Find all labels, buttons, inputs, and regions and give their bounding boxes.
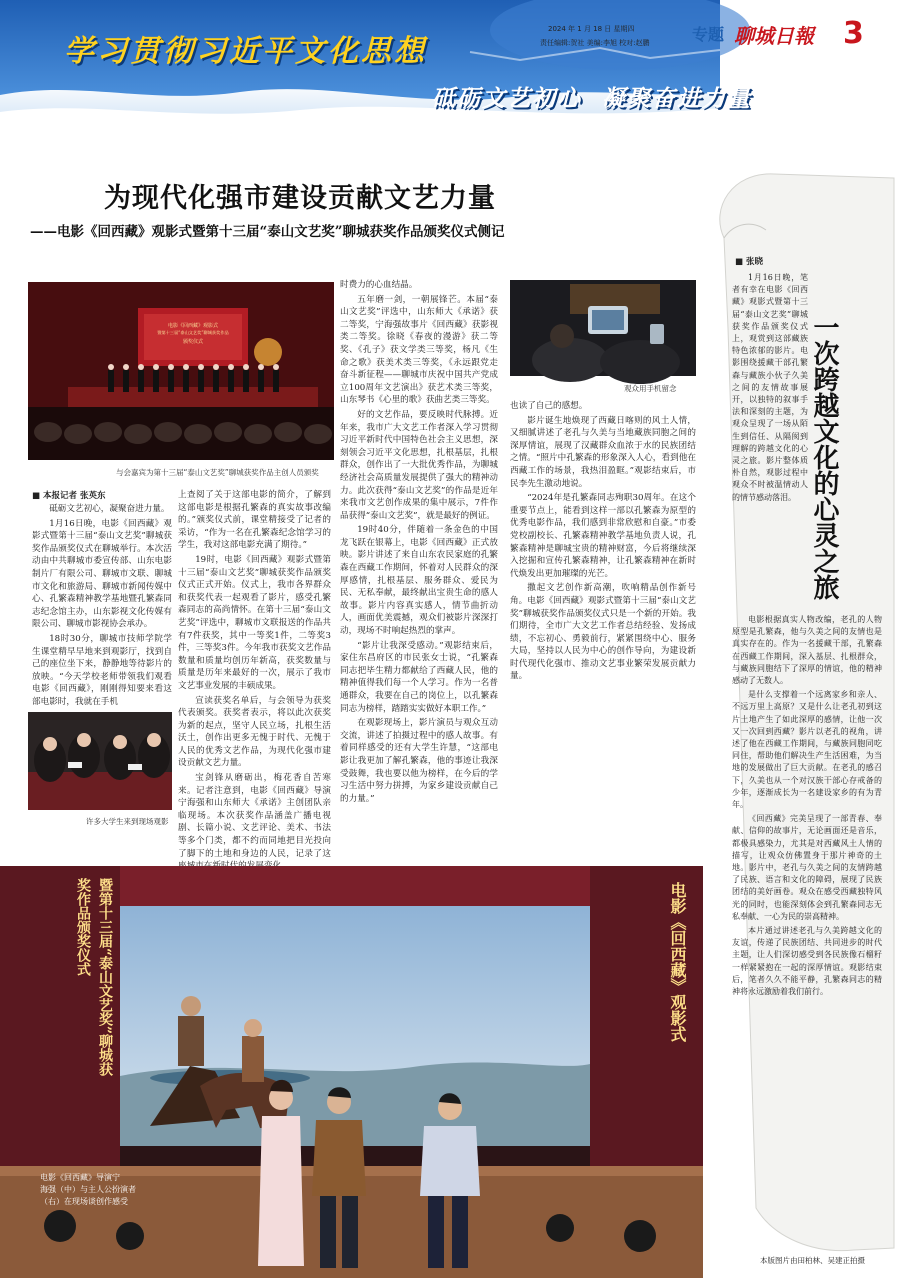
caption-line: （右）在现场谈创作感受 <box>40 1197 128 1206</box>
article-byline: ■ 本报记者 张英东 <box>32 491 106 501</box>
article-column-3 <box>340 279 498 851</box>
col4-paragraph: 影片诞生地焕现了西藏日喀则的风土人情，又细腻讲述了老孔与久美与当地藏族同胞之间的深厚情谊，展现了汉藏群众血浓于水的民族团结之情。“照片中孔繁森的形象深入人心，看到他在西藏工作的场景，我热泪盈眶。”观影结束后，市民李先生激动地说。 <box>510 415 696 489</box>
col2-paragraph: 宣读获奖名单后，与会领导为获奖代表颁奖。获奖者表示，将以此次获奖为新的起点，坚守人民立场，扎根生活沃土，创作出更多无愧于时代、无愧于人民的优秀文艺作品，为现代化强市建设贡献文艺力量。 <box>178 695 331 769</box>
essay-paragraph: 电影根据真实人物改编，老孔的人物原型是孔繁森，他与久美之间的友情也是真实存在的。作为一名援藏干部，孔繁森在西藏工作期间，深入基层、扎根群众，与藏族同胞结下了深厚的情谊，他的精神感动了无数人。 <box>732 615 882 686</box>
col3-paragraph: 好的文艺作品，要反映时代脉搏。近年来，我市广大文艺工作者深入学习贯彻习近平新时代中国特色社会主义思想，深刻领会习近平文化思想，扎根基层，扎根群众，创作出了一大批优秀作品，为聊城经济社会高质量发展提供了强大的精神动力。此次获得“泰山文艺奖”的作品是近年来我市文艺创作成果的集中展示，7件作品获得“泰山文艺奖”，就是最好的例证。 <box>340 409 498 521</box>
photo-award-ceremony <box>28 282 334 460</box>
col3-paragraph: 19时40分，伴随着一条金色的中国龙飞跃在银幕上，电影《回西藏》正式放映。影片讲述了来自山东农民家庭的孔繁森在西藏工作期间，怀着对人民群众的深厚感情，扎根基层、服务群众、爱民为民、无私奉献，最终献出宝贵生命的感人故事。影片内容真实感人，情节曲折动人，画面优美震撼，观众们被影片深深打动，现场不时响起热烈的掌声。 <box>340 525 498 637</box>
essay-paragraph: 是什么支撑着一个远离家乡和亲人、不远万里上高原？又是什么让老孔初到这片土地产生了如此深厚的感情，让他一次又一次回到西藏？影片以老孔的视角，讲述了他在西藏工作期间，与藏族同胞同吃同住，帮助他们解决生产生活困难，为当地的发展做出了巨大贡献。在老孔的感召下，久美也从一个对汉族干部心存戒备的少年，逐渐成长为一名建设家乡的有为青年。 <box>732 690 882 810</box>
screen-text-left: 暨第十三届“泰山文艺奖”聊城获奖作品颁奖仪式 <box>75 878 113 1077</box>
caption-students-watching: 许多大学生来到现场观影 <box>86 817 169 826</box>
photo-credit: 本版图片由田柏林、吴建正拍摄 <box>760 1256 865 1265</box>
col3-paragraph: 五年磨一剑，一朝展锋芒。本届“泰山文艺奖”评选中，山东师大《承诺》获二等奖，宁海强故事片《回西藏》获影视类二等奖。徐晓《春夜的漫游》获二等奖、《孔子》获文学类三等奖，杨凡《生命之歌》获美术类三等奖，《永远跟党走 奋斗新征程——聊城市庆祝中国共产党成立100周年文艺演出》获艺术类三等奖，山东琴书《心里的歌》获曲艺类三等奖。 <box>340 294 498 406</box>
banner-title: 学习贯彻习近平文化思想 <box>64 34 427 69</box>
essay-paragraph: 《回西藏》完美呈现了一部青春、奉献、信仰的故事片，无论画面还是音乐，都极具感染力，尤其是对西藏风土人情的描写，让观众仿佛置身于那片神奇的土地。影片中，老孔与久美之间的友情跨越了民族、语言和文化的障碍，展现了民族团结的美好画卷。观众在感受西藏独特风光的同时，也能深刻体会到孔繁森同志无私奉献、一心为民的崇高精神。 <box>732 814 882 921</box>
article-column-4 <box>510 400 696 851</box>
photo-director-talk <box>0 866 703 1278</box>
col1-paragraph: 1月16日晚，电影《回西藏》观影式暨第十三届“泰山文艺奖”聊城获奖作品颁奖仪式在聊城举行。本次活动由中共聊城市委宣传部、山东电影制片厂有限公司、聊城市文联、聊城市文化和旅游局、聊城市新闻传媒中心、孔繁森精神教学基地暨孔繁森同志纪念馆主办，山东影视文化传媒有限公司、聊城市影视协会承办。 <box>32 518 172 630</box>
stage-screen-line2: 暨第十三届“泰山文艺奖”聊城获奖作品 <box>157 330 229 335</box>
essay-intro <box>732 272 808 612</box>
paper-name: 聊城日報 <box>734 24 814 48</box>
section-label: 专题 <box>692 25 725 44</box>
col3-paragraph: “影片让我深受感动。”观影结束后，家住东昌府区的市民张女士说，“孔繁森同志把毕生精力都献给了西藏人民，他的精神值得我们每一个人学习。作为一名普通群众，我要在自己的岗位上，以孔繁森同志为榜样，踏踏实实做好本职工作。” <box>340 640 498 714</box>
editor-credits: 责任编辑:贺社 美编:李旭 校对:赵鹏 <box>540 39 650 47</box>
banner-subtitle: 砥砺文艺初心 凝聚奋进力量 <box>432 86 753 112</box>
col2-paragraph: 19时，电影《回西藏》观影式暨第十三届“泰山文艺奖”聊城获奖作品颁奖仪式正式开始。仪式上，我市各界群众和获奖代表一起观看了影片，感受孔繁森同志的高尚情怀。在第十三届“泰山文艺奖”评选中，聊城市文联报送的作品共有7件获奖，其中一等奖1件，二等奖3件，三等奖3件。今年我市获奖文艺作品数量和质量均创历年新高，获奖数量与质量是历年来最好的一次，展示了我市文艺事业发展的丰硕成果。 <box>178 554 331 691</box>
stage-screen-line3: 颁奖仪式 <box>182 339 203 345</box>
caption-line: 海强（中）与主人公扮演者 <box>40 1185 136 1194</box>
col2-paragraph: 上查阅了关于这部电影的简介，了解到这部电影是根据孔繁森的真实故事改编的。”颁奖仪式前，课堂精接受了记者的采访，“作为一名在孔繁森纪念馆学习的学生，我对这部电影充满了期待。” <box>178 490 331 551</box>
screen-text-right: 电影《回西藏》观影式 <box>668 882 687 1042</box>
col1-paragraph: 砥砺文艺初心，凝聚奋进力量。 <box>49 504 170 514</box>
stage-screen-line1: 电影《回西藏》观影式 <box>167 323 218 329</box>
essay-intro-text: 1月16日晚，笔者有幸在电影《回西藏》观影式暨第十三届“泰山文艺奖”聊城获奖作品颁奖仪式上，观赏到这部藏族特色浓郁的影片。电影围绕援藏干部孔繁森与藏族小伙子久美之间的友情故事展开，以独特的叙事手法和深刻的主题，为观众呈现了一场从陌生到信任、从隔阂到理解的跨越文化的心灵之旅。影片整体质朴自然，观影过程中观众不时被温情动人的情节感动落泪。 <box>732 273 808 502</box>
col3-paragraph: 在观影现场上，影片演员与观众互动交流，讲述了拍摄过程中的感人故事。有着同样感受的还有大学生许慧，“这部电影让我更加了解孔繁森，他的事迹让我深受鼓舞，我也要以他为榜样，在今后的学习生活中努力拼搏，为家乡建设贡献自己的力量。” <box>340 718 498 804</box>
issue-date: 2024 年 1 月 18 日 星期四 <box>548 25 635 33</box>
col1-paragraph: 18时30分，聊城市技师学院学生课堂精早早地来到观影厅，找到自己的座位坐下来，静静地等待影片的放映。“今天学校老师带领我们观看电影《回西藏》，刚刚得知要来看这部电影时，我就在手机 <box>32 633 172 707</box>
caption-line: 电影《回西藏》导演宁 <box>40 1173 120 1182</box>
col3-paragraph: 时费力的心血结晶。 <box>340 280 418 290</box>
article-column-1 <box>32 503 172 709</box>
essay-title: 一次跨越文化的心灵之旅 <box>809 314 839 600</box>
photo-students-watching <box>28 712 172 810</box>
caption-director-talk <box>40 1172 136 1208</box>
essay-body <box>732 614 882 1234</box>
photo-audience-phones <box>510 280 696 376</box>
col4-paragraph: “2024年是孔繁森同志殉职30周年。在这个重要节点上，能看到这样一部以孔繁森为原型的优秀电影作品，我们感到非常欣慰和自豪。”市委党校副校长、孔繁森精神教学基地负责人说，孔繁森精神是聊城宝贵的精神财富，今后将继续深入挖掘和宣传孔繁森精神，让孔繁森精神在新时代焕发出更加璀璨的光芒。 <box>510 493 696 579</box>
essay-paragraph: 本片通过讲述老孔与久美跨越文化的友谊，传递了民族团结、共同进步的时代主题，让人们深切感受到各民族像石榴籽一样紧紧抱在一起的深厚情谊。观影结束后，笔者久久不能平静，孔繁森同志的精神将永远激励着我们前行。 <box>732 926 882 997</box>
masthead <box>540 16 900 64</box>
essay-author: ■ 张晓 <box>735 257 763 267</box>
col2-paragraph: 宝剑锋从磨砺出，梅花香自苦寒来。记者注意到，电影《回西藏》导演宁海强和山东师大《承诺》主创团队亲临现场。本次获奖作品涵盖广播电视剧、长篇小说、文艺评论、美术、书法等多个门类，都不约而同地把目光投向了脚下的土地和身边的人民，记录了这 <box>178 773 331 859</box>
headline: 为现代化强市建设贡献文艺力量 <box>104 183 496 214</box>
col4-paragraph: 撒起文艺创作新高潮，吹响精品创作新号角。电影《回西藏》观影式暨第十三届“泰山文艺奖”聊城获奖作品颁奖仪式只是一个新的开始。我们期待，全市广大文艺工作者总结经验、发扬成绩，不忘初心、勇毅前行，紧紧围绕中心、服务大局，坚持以人民为中心的创作导向，为建设新时代现代化强市、推动文艺事业繁荣发展贡献力量。 <box>510 583 696 682</box>
caption-award-ceremony: 与会嘉宾为第十三届“泰山文艺奖”聊城获奖作品主创人员颁奖 <box>116 468 319 477</box>
page-number: 3 <box>843 16 864 51</box>
caption-audience-phones: 观众用手机留念 <box>624 384 677 393</box>
article-column-2 <box>178 489 331 859</box>
col4-paragraph: 也读了自己的感想。 <box>510 401 588 411</box>
subheadline: ——电影《回西藏》观影式暨第十三届“泰山文艺奖”聊城获奖作品颁奖仪式侧记 <box>30 224 505 240</box>
